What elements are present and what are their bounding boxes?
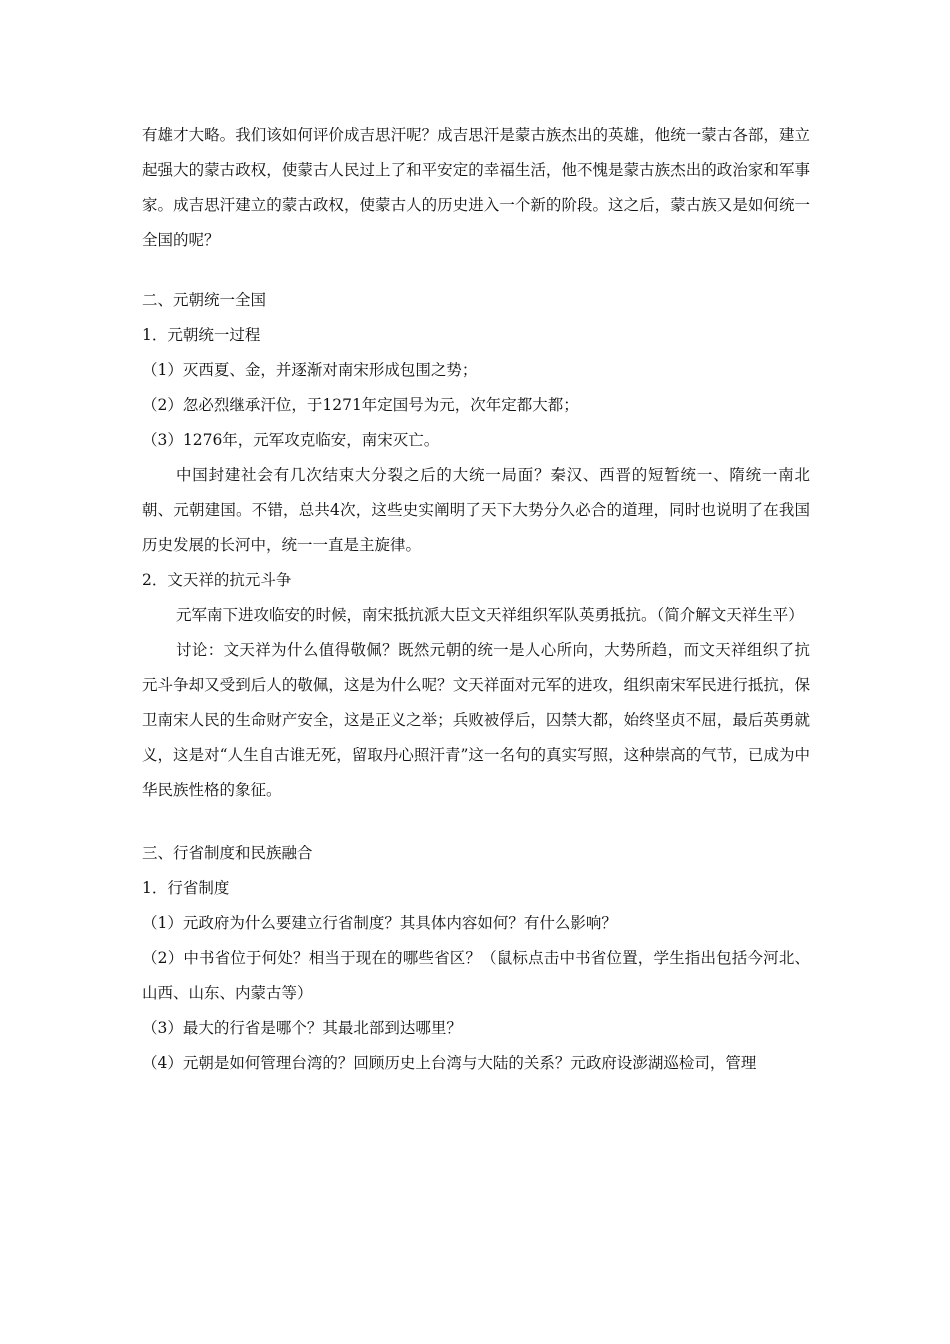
list-item: （1）灭西夏、金，并逐渐对南宋形成包围之势； <box>142 361 478 379</box>
list-item: （4）元朝是如何管理台湾的？回顾历史上台湾与大陆的关系？元政府设澎湖巡检司，管理 <box>142 1054 757 1072</box>
subheading-province-system: 1．行省制度 <box>142 879 230 897</box>
spacer <box>142 808 810 836</box>
intro-paragraph: 有雄才大略。我们该如何评价成吉思汗呢？成吉思汗是蒙古族杰出的英雄，他统一蒙古各部，建立起强大的蒙古政权，使蒙古人民过上了和平安定的幸福生活，他不愧是蒙古族杰出的政治家和军事家。成吉思汗建立的蒙古政权，使蒙古人的历史进入一个新的阶段。这之后，蒙古族又是如何统一全国的呢？ <box>142 126 810 249</box>
unity-paragraph: 中国封建社会有几次结束大分裂之后的大统一局面？秦汉、西晋的短暂统一、隋统一南北朝、元朝建国。不错，总共4次，这些史实阐明了天下大势分久必合的道理，同时也说明了在我国历史发展的长河中，统一一直是主旋律。 <box>142 466 810 554</box>
document-page <box>142 118 810 1081</box>
discussion-paragraph: 讨论：文天祥为什么值得敬佩？既然元朝的统一是人心所向，大势所趋，而文天祥组织了抗元斗争却又受到后人的敬佩，这是为什么呢？文天祥面对元军的进攻，组织南宋军民进行抵抗，保卫南宋人民的生命财产安全，这是正义之举；兵败被俘后，囚禁大都，始终坚贞不屈，最后英勇就义，这是对“人生自古谁无死，留取丹心照汗青”这一名句的真实写照，这种崇高的气节，已成为中华民族性格的象征。 <box>142 641 810 799</box>
section-heading-yuan-unification: 二、元朝统一全国 <box>142 291 267 309</box>
list-item: （2）忽必烈继承汗位，于1271年定国号为元，次年定都大都； <box>142 396 579 414</box>
list-item: （3）1276年，元军攻克临安，南宋灭亡。 <box>142 431 440 449</box>
list-item: （1）元政府为什么要建立行省制度？其具体内容如何？有什么影响？ <box>142 914 617 932</box>
list-item: （3）最大的行省是哪个？其最北部到达哪里？ <box>142 1019 462 1037</box>
spacer <box>142 258 810 283</box>
section-heading-province-system: 三、行省制度和民族融合 <box>142 844 313 862</box>
list-item: （2）中书省位于何处？相当于现在的哪些省区？（鼠标点击中书省位置，学生指出包括今河北、山西、山东、内蒙古等） <box>142 949 810 1002</box>
subheading-wen-tianxiang: 2．文天祥的抗元斗争 <box>142 571 292 589</box>
subheading-unification-process: 1．元朝统一过程 <box>142 326 261 344</box>
wen-tianxiang-paragraph: 元军南下进攻临安的时候，南宋抵抗派大臣文天祥组织军队英勇抵抗。（简介解文天祥生平） <box>176 606 804 624</box>
